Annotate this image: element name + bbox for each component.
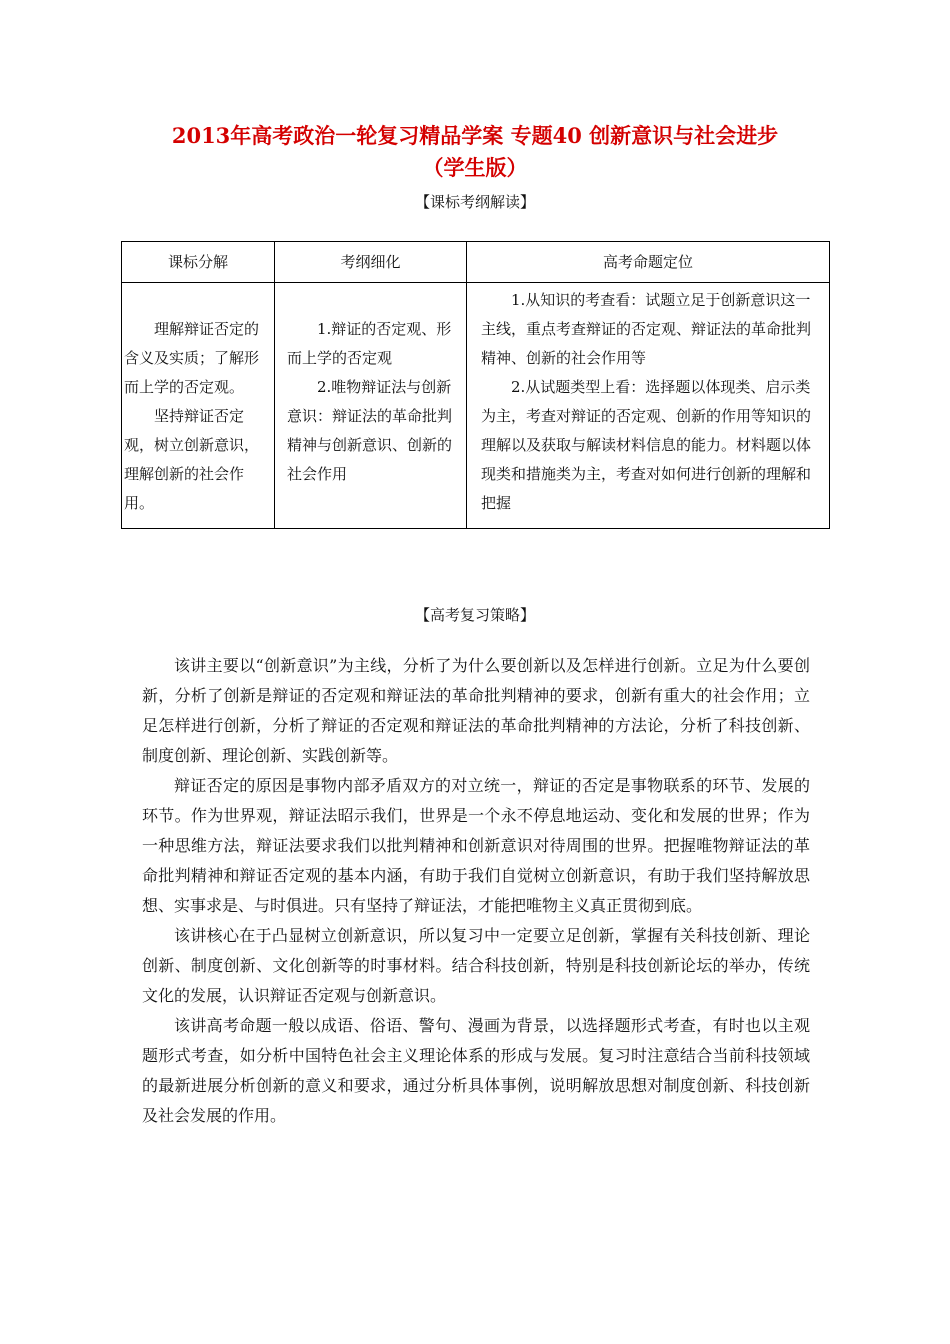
column-header: 考纲细化 <box>275 242 467 283</box>
table-cell-standard-breakdown <box>122 283 275 529</box>
body-paragraph: 该讲主要以“创新意识”为主线，分析了为什么要创新以及怎样进行创新。立足为什么要创新，分析了创新是辩证的否定观和辩证法的革命批判精神的要求，创新有重大的社会作用；立足怎样进行创新，分析了辩证的否定观和辩证法的革命批判精神的方法论，分析了科技创新、制度创新、理论创新、实践创新等。 <box>142 656 810 765</box>
table-header-row <box>122 242 830 283</box>
title-line-2: （学生版） <box>422 155 528 180</box>
body-paragraph: 辩证否定的原因是事物内部矛盾双方的对立统一，辩证的否定是事物联系的环节、发展的环节。作为世界观，辩证法昭示我们，世界是一个永不停息地运动、变化和发展的世界；作为一种思维方法，辩证法要求我们以批判精神和创新意识对待周围的世界。把握唯物辩证法的革命批判精神和辩证否定观的基本内涵，有助于我们自觉树立创新意识，有助于我们坚持解放思想、实事求是、与时俱进。只有坚持了辩证法，才能把唯物主义真正贯彻到底。 <box>142 776 810 915</box>
table-row <box>122 283 830 529</box>
cell-paragraph: 2.唯物辩证法与创新意识：辩证法的革命批判精神与创新意识、创新的社会作用 <box>287 378 453 483</box>
body-paragraph: 该讲核心在于凸显树立创新意识，所以复习中一定要立足创新，掌握有关科技创新、理论创新、制度创新、文化创新等的时事材料。结合科技创新，特别是科技创新论坛的举办，传统文化的发展，认识辩证否定观与创新意识。 <box>142 926 810 1005</box>
column-header: 高考命题定位 <box>467 242 830 283</box>
cell-paragraph: 1.辩证的否定观、形而上学的否定观 <box>287 320 452 367</box>
cell-paragraph: 2.从试题类型上看：选择题以体现类、启示类为主，考查对辩证的否定观、创新的作用等知识的理解以及获取与解读材料信息的能力。材料题以体现类和措施类为主，考查对如何进行创新的理解和把握 <box>481 378 812 512</box>
body-paragraph: 该讲高考命题一般以成语、俗语、警句、漫画为背景，以选择题形式考查，有时也以主观题形式考查，如分析中国特色社会主义理论体系的形成与发展。复习时注意结合当前科技领域的最新进展分析创新的意义和要求，通过分析具体事例，说明解放思想对制度创新、科技创新及社会发展的作用。 <box>142 1016 810 1125</box>
syllabus-table <box>121 241 830 529</box>
title-line-1: 2013年高考政治一轮复习精品学案 专题40 创新意识与社会进步 <box>171 123 779 148</box>
cell-paragraph: 坚持辩证否定观，树立创新意识，理解创新的社会作用。 <box>124 407 260 512</box>
column-header: 课标分解 <box>122 242 275 283</box>
section-heading-strategy: 【高考复习策略】 <box>414 606 535 624</box>
cell-paragraph: 1.从知识的考查看：试题立足于创新意识这一主线，重点考查辩证的否定观、辩证法的革命批判精神、创新的社会作用等 <box>481 291 812 367</box>
cell-paragraph: 理解辩证否定的含义及实质；了解形而上学的否定观。 <box>124 320 260 396</box>
document-title <box>0 120 950 184</box>
table-cell-outline-detail <box>275 283 467 529</box>
strategy-body <box>142 651 810 1131</box>
table-cell-exam-positioning <box>467 283 830 529</box>
section-heading-syllabus: 【课标考纲解读】 <box>414 193 535 211</box>
